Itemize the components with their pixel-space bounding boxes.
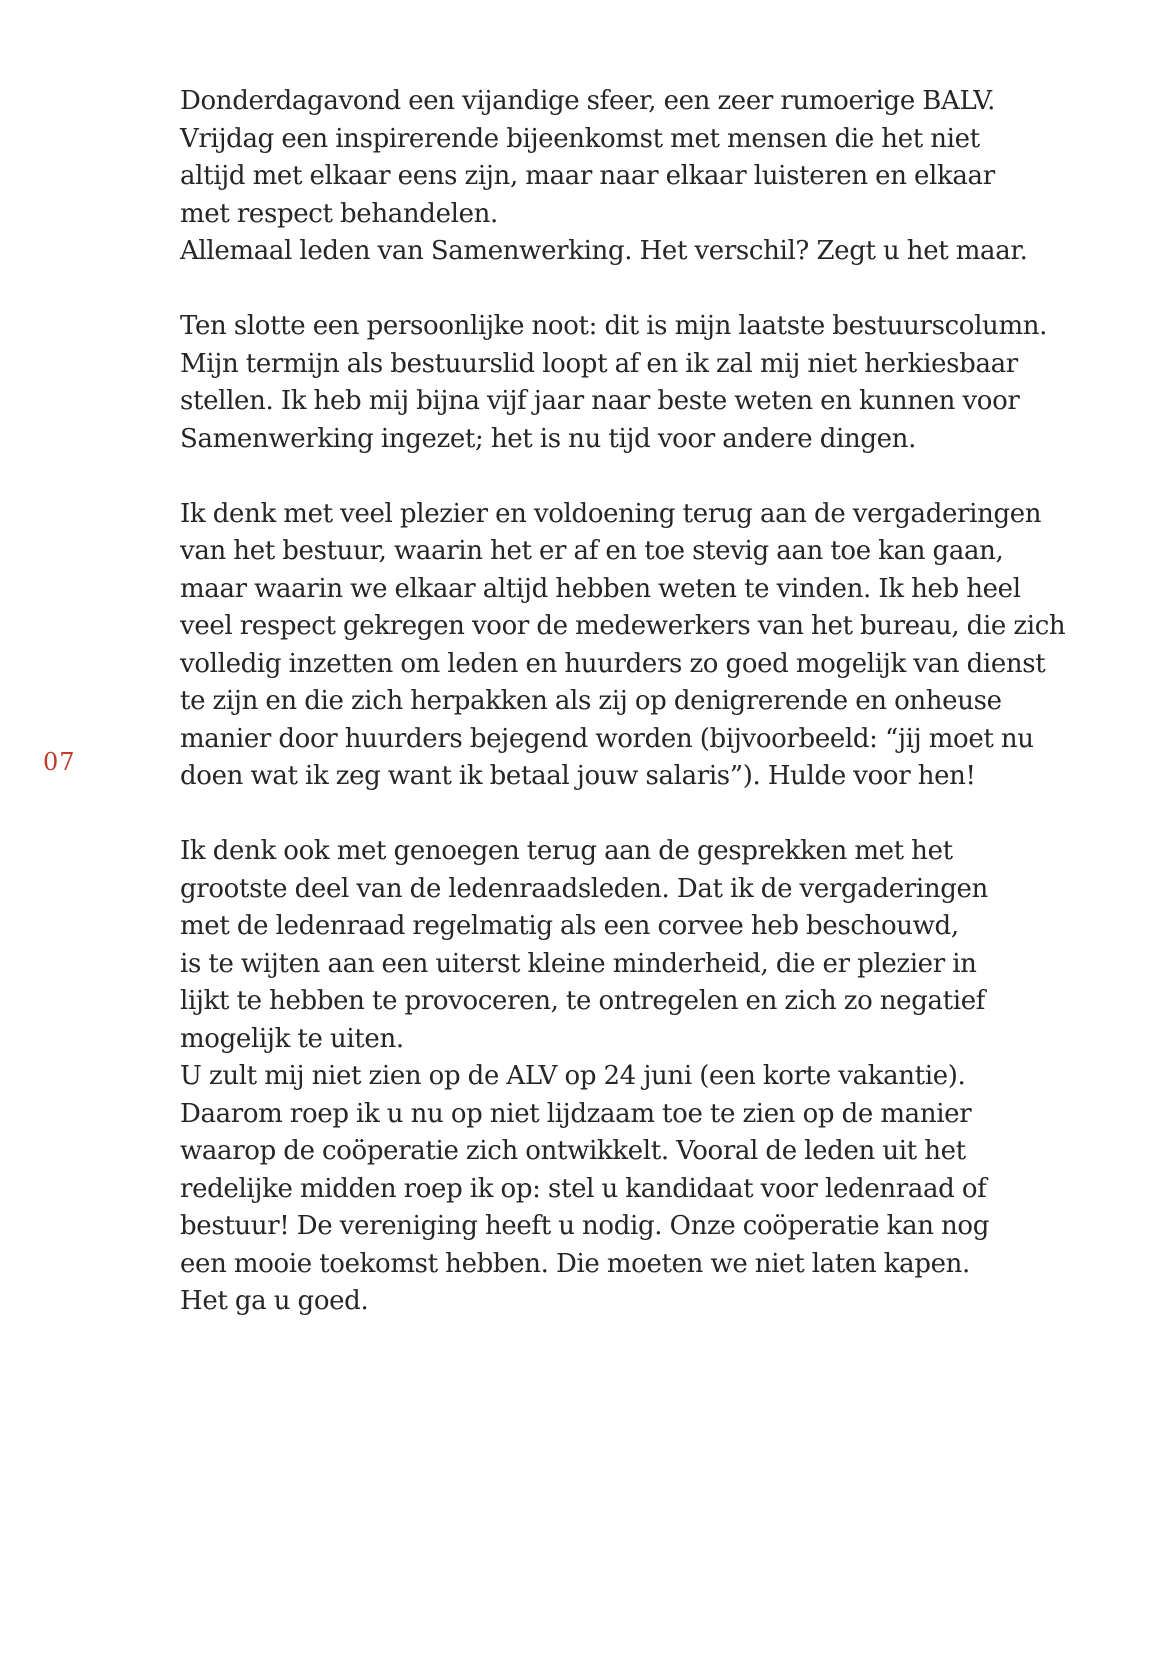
text-line: doen wat ik zeg want ik betaal jouw salaris”). Hulde voor hen! [180,761,976,791]
text-line: Ten slotte een persoonlijke noot: dit is mijn laatste bestuurscolumn. [180,311,1048,341]
text-line: altijd met elkaar eens zijn, maar naar elkaar luisteren en elkaar [180,161,995,191]
text-line: Daarom roep ik u nu op niet lijdzaam toe te zien op de manier [180,1098,972,1129]
text-line: stellen. Ik heb mij bijna vijf jaar naar beste weten en kunnen voor [180,386,1020,416]
text-line: met de ledenraad regelmatig als een corvee heb beschouwd, [180,911,959,941]
text-line: redelijke midden roep ik op: stel u kandidaat voor ledenraad of [180,1173,987,1204]
text-line: waarop de coöperatie zich ontwikkelt. Vooral de leden uit het [180,1136,966,1166]
text-line: mogelijk te uiten. [180,1023,404,1054]
text-line: Ik denk met veel plezier en voldoening terug aan de vergaderingen [180,498,1042,529]
column-text [180,83,1080,1358]
paragraph-closing [180,833,1080,1321]
text-line: U zult mij niet zien op de ALV op 24 juni (een korte vakantie). [180,1061,966,1091]
text-line: Allemaal leden van Samenwerking. Het verschil? Zegt u het maar. [180,236,1028,266]
paragraph-personal-note [180,308,1080,458]
text-line: grootste deel van de ledenraadsleden. Dat ik de vergaderingen [180,873,988,904]
text-line: Samenwerking ingezet; het is nu tijd voor andere dingen. [180,423,916,454]
text-line: Donderdagavond een vijandige sfeer, een zeer rumoerige BALV. [180,86,996,116]
text-line: bestuur! De vereniging heeft u nodig. Onze coöperatie kan nog [180,1211,990,1241]
text-line: lijkt te hebben te provoceren, te ontregelen en zich zo negatief [180,986,986,1016]
text-line: is te wijten aan een uiterst kleine minderheid, die er plezier in [180,948,977,979]
text-line: volledig inzetten om leden en huurders zo goed mogelijk van dienst [180,648,1046,679]
paragraph-intro [180,83,1080,271]
text-line: Ik denk ook met genoegen terug aan de gesprekken met het [180,836,953,866]
page-number: 07 [43,748,76,776]
text-line: Vrijdag een inspirerende bijeenkomst met mensen die het niet [180,123,980,154]
text-line: met respect behandelen. [180,198,498,229]
paragraph-board-memories [180,496,1080,796]
text-line: Mijn termijn als bestuurslid loopt af en ik zal mij niet herkiesbaar [180,348,1018,379]
text-line: veel respect gekregen voor de medewerkers van het bureau, die zich [180,611,1066,641]
text-line: een mooie toekomst hebben. Die moeten we niet laten kapen. [180,1248,970,1279]
text-line: te zijn en die zich herpakken als zij op denigrerende en onheuse [180,686,1002,716]
text-line: Het ga u goed. [180,1286,369,1316]
text-line: manier door huurders bejegend worden (bijvoorbeeld: “jij moet nu [180,723,1034,754]
text-line: maar waarin we elkaar altijd hebben weten te vinden. Ik heb heel [180,573,1021,604]
text-line: van het bestuur, waarin het er af en toe stevig aan toe kan gaan, [180,536,1004,566]
